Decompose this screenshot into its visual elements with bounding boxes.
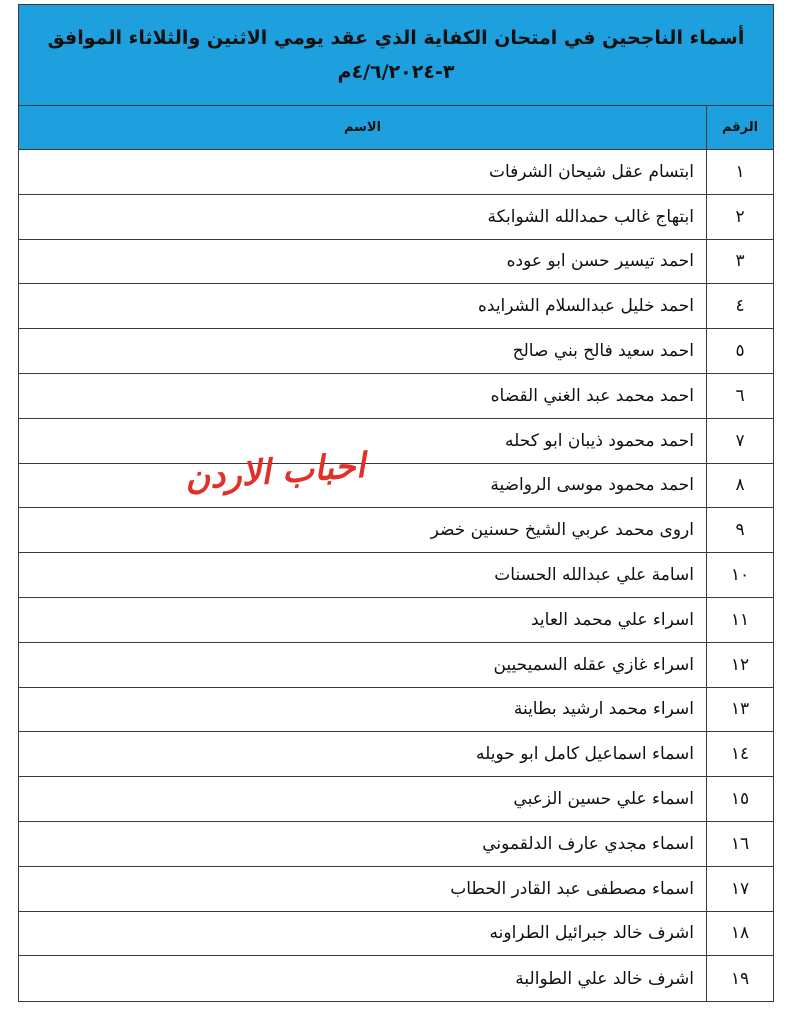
row-number: ١٨ [706, 912, 773, 956]
table-row [19, 240, 773, 285]
row-name: احمد محمود ذيبان ابو كحله [504, 430, 694, 451]
watermark-text: احباب الاردن [183, 445, 367, 499]
column-header-number: الرقم [706, 106, 773, 149]
table-body [19, 150, 773, 1001]
table-row [19, 284, 773, 329]
row-number: ٦ [706, 374, 773, 418]
row-number: ٨ [706, 464, 773, 508]
table-row [19, 150, 773, 195]
table-row [19, 553, 773, 598]
row-number: ٢ [706, 195, 773, 239]
row-name: اشرف خالد علي الطوالبة [515, 968, 694, 989]
table-row [19, 912, 773, 957]
row-number: ١٧ [706, 867, 773, 911]
row-name: اسماء اسماعيل كامل ابو حويله [476, 744, 694, 765]
column-headers [19, 106, 773, 150]
row-number: ١٢ [706, 643, 773, 687]
table-row [19, 195, 773, 240]
table-row [19, 419, 773, 464]
row-name: اسراء محمد ارشيد بطاينة [513, 699, 694, 720]
row-name: ابتسام عقل شيحان الشرفات [488, 161, 694, 182]
row-name: اسماء مجدي عارف الدلقموني [482, 833, 694, 854]
row-name: اشرف خالد جبرائيل الطراونه [489, 923, 694, 944]
row-name: اروى محمد عربي الشيخ حسنين خضر [430, 520, 694, 541]
row-name: ابتهاج غالب حمدالله الشوابكة [487, 206, 694, 227]
row-name: احمد محمود موسى الرواضية [490, 475, 694, 496]
row-number: ٩ [706, 508, 773, 552]
table-row [19, 732, 773, 777]
column-header-name: الاسم [343, 120, 382, 135]
row-name: احمد تيسير حسن ابو عوده [506, 251, 694, 272]
row-number: ١٩ [706, 956, 773, 1001]
table-row [19, 688, 773, 733]
row-name: اسراء علي محمد العايد [531, 609, 694, 630]
table-row [19, 374, 773, 419]
table-row [19, 598, 773, 643]
table-row [19, 508, 773, 553]
results-table [18, 4, 774, 1002]
row-number: ١ [706, 150, 773, 194]
row-name: اسراء غازي عقله السميحيين [493, 654, 694, 675]
page-title: أسماء الناجحين في امتحان الكفاية الذي عقد يومي الاثنين والثلاثاء الموافق [47, 27, 745, 49]
row-name: اسامة علي عبدالله الحسنات [494, 565, 694, 586]
table-row [19, 777, 773, 822]
row-number: ٥ [706, 329, 773, 373]
table-row [19, 867, 773, 912]
row-name: احمد محمد عبد الغني القضاه [490, 385, 694, 406]
row-number: ١١ [706, 598, 773, 642]
row-number: ٧ [706, 419, 773, 463]
row-name: اسماء علي حسين الزعبي [513, 789, 694, 810]
exam-date: ٣-٤/٦/٢٠٢٤م [337, 61, 455, 83]
row-number: ١٣ [706, 688, 773, 732]
table-row [19, 464, 773, 509]
table-row [19, 329, 773, 374]
row-number: ١٠ [706, 553, 773, 597]
table-row [19, 643, 773, 688]
table-header [19, 5, 773, 106]
row-number: ١٥ [706, 777, 773, 821]
row-name: اسماء مصطفى عبد القادر الحطاب [450, 878, 694, 899]
row-number: ٤ [706, 284, 773, 328]
row-number: ١٤ [706, 732, 773, 776]
row-number: ١٦ [706, 822, 773, 866]
row-name: احمد خليل عبدالسلام الشرايده [477, 296, 694, 317]
table-row [19, 956, 773, 1001]
row-number: ٣ [706, 240, 773, 284]
row-name: احمد سعيد فالح بني صالح [512, 341, 694, 362]
table-row [19, 822, 773, 867]
